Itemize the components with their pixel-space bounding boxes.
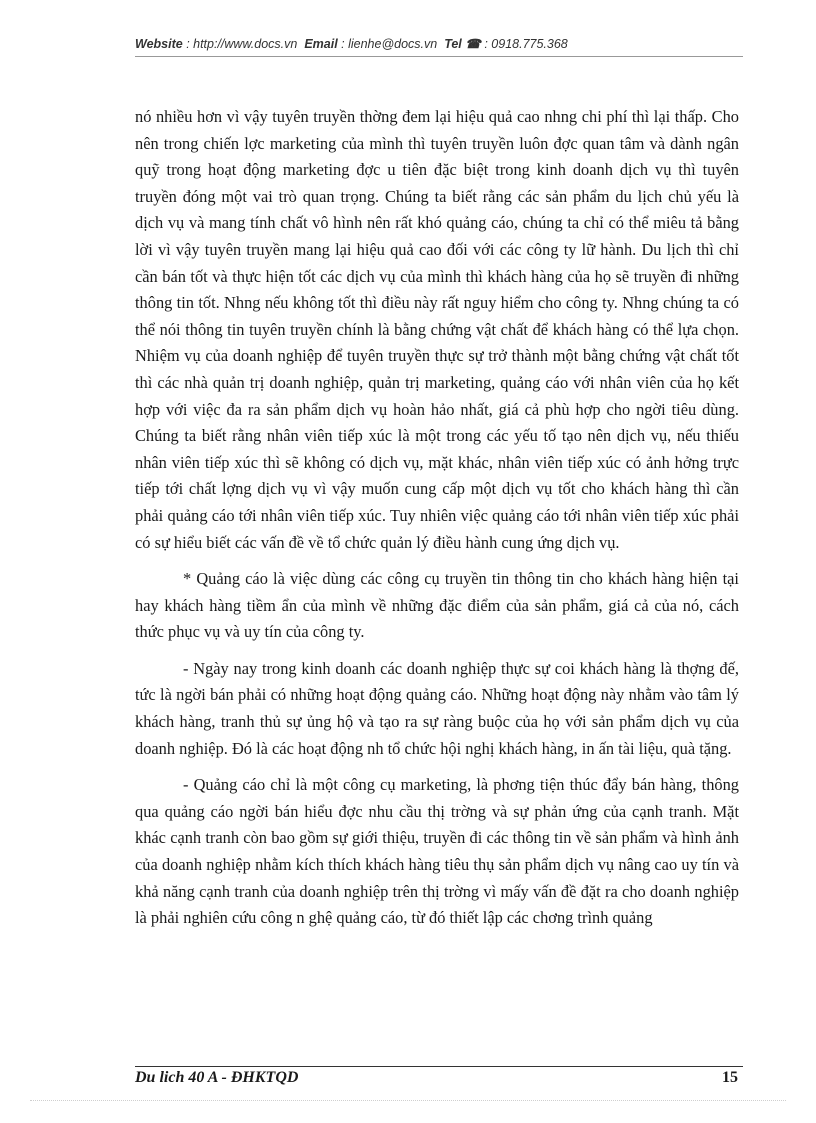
footer-divider [135,1066,743,1067]
page-number: 15 [722,1069,738,1086]
paragraph-3: - Ngày nay trong kinh doanh các doanh nghiệp thực sự coi khách hàng là thợng đế, tức là ngời bán phải có những hoạt động quảng cáo. Những hoạt động này nhằm vào tâm lý khách hàng, tranh thủ sự ủng hộ và tạo ra sự ràng buộc của họ với sản phẩm dịch vụ của doanh nghiệp. Đó là các hoạt động nh tổ chức hội nghị khách hàng, in ấn tài liệu, quà tặng. [135,658,739,758]
email-address: : lienhe@docs.vn [341,37,438,51]
page-bottom-dotted-line [30,1100,786,1101]
tel-number: : 0918.775.368 [484,37,568,51]
header-divider [135,56,743,57]
paragraph-4: - Quảng cáo chỉ là một công cụ marketing, là phơng tiện thúc đẩy bán hàng, thông qua quảng cáo ngời bán hiểu đợc nhu cầu thị trờng và sự phản ứng của cạnh tranh. Mặt khác cạnh tranh còn bao gồm sự giới thiệu, truyền đi các thông tin về sản phẩm và hình ảnh của doanh nghiệp nhằm kích thích khách hàng tiêu thụ sản phẩm dịch vụ nâng cao uy tín và khả năng cạnh tranh của doanh nghiệp trên thị trờng vì mấy vấn đề đặt ra cho doanh nghiệp là phải nghiên cứu công n ghệ quảng cáo, từ đó thiết lập các chơng trình quảng [135,775,739,928]
paragraph-2: * Quảng cáo là việc dùng các công cụ truyền tin thông tin cho khách hàng hiện tại hay khách hàng tiềm ẩn của mình về những đặc điểm của sản phẩm, giá cả của nó, cách thức phục vụ và uy tín của công ty. [135,569,739,642]
document-body [135,104,739,942]
tel-label: Tel [444,37,462,51]
footer-course-label: Du lich 40 A - ĐHKTQD [135,1069,299,1086]
phone-icon: ☎ [465,37,481,51]
paragraph-1: nó nhiều hơn vì vậy tuyên truyền thờng đem lại hiệu quả cao nhng chi phí thì lại thấp. Cho nên trong chiến lợc marketing của mình thì tuyên truyền luôn đợc quan tâm và dành ngân quỹ trong hoạt động marketing đợc u tiên đặc biệt trong kinh doanh dịch vụ thì tuyên truyền đóng một vai trò quan trọng. Chúng ta biết rằng các sản phẩm du lịch chủ yếu là dịch vụ và mang tính chất vô hình nên rất khó quảng cáo, chúng ta chỉ có thể miêu tả bằng lời vì vậy tuyên truyền mang lại hiệu quả cao đối với các công ty lữ hành. Du lịch thì chỉ cần bán tốt và thực hiện tốt các dịch vụ của mình thì khách hàng của họ sẽ truyền đi những thông tin tốt. Nhng nếu không tốt thì điều này rất nguy hiểm cho công ty. Nhng chúng ta có thể nói thông tin tuyên truyền chính là bằng chứng vật chất để khách hàng có thể lựa chọn. Nhiệm vụ của doanh nghiệp để tuyên truyền thực sự trở thành một bằng chứng vật chất tốt thì các nhà quản trị doanh nghiệp, quản trị marketing, quảng cáo với nhân viên của họ kết hợp với việc đa ra sản phẩm dịch vụ hoàn hảo nhất, giá cả phù hợp cho ngời tiêu dùng. Chúng ta biết rằng nhân viên tiếp xúc là một trong các yếu tố tạo nên dịch vụ, nếu thiếu nhân viên tiếp xúc thì sẽ không có dịch vụ, mặt khác, nhân viên tiếp xúc có ảnh hởng trực tiếp tới chất lợng dịch vụ vì vậy muốn cung cấp một dịch vụ tốt cho khách hàng thì cần phải quảng cáo tới nhân viên tiếp xúc. Tuy nhiên việc quảng cáo tới nhân viên tiếp xúc phải có sự hiểu biết các vấn đề về tổ chức quản lý điều hành cung ứng dịch vụ. [135,107,739,552]
page-header [135,36,745,51]
website-label: Website [135,37,183,51]
email-label: Email [304,37,338,51]
website-url: : http://www.docs.vn [186,37,298,51]
